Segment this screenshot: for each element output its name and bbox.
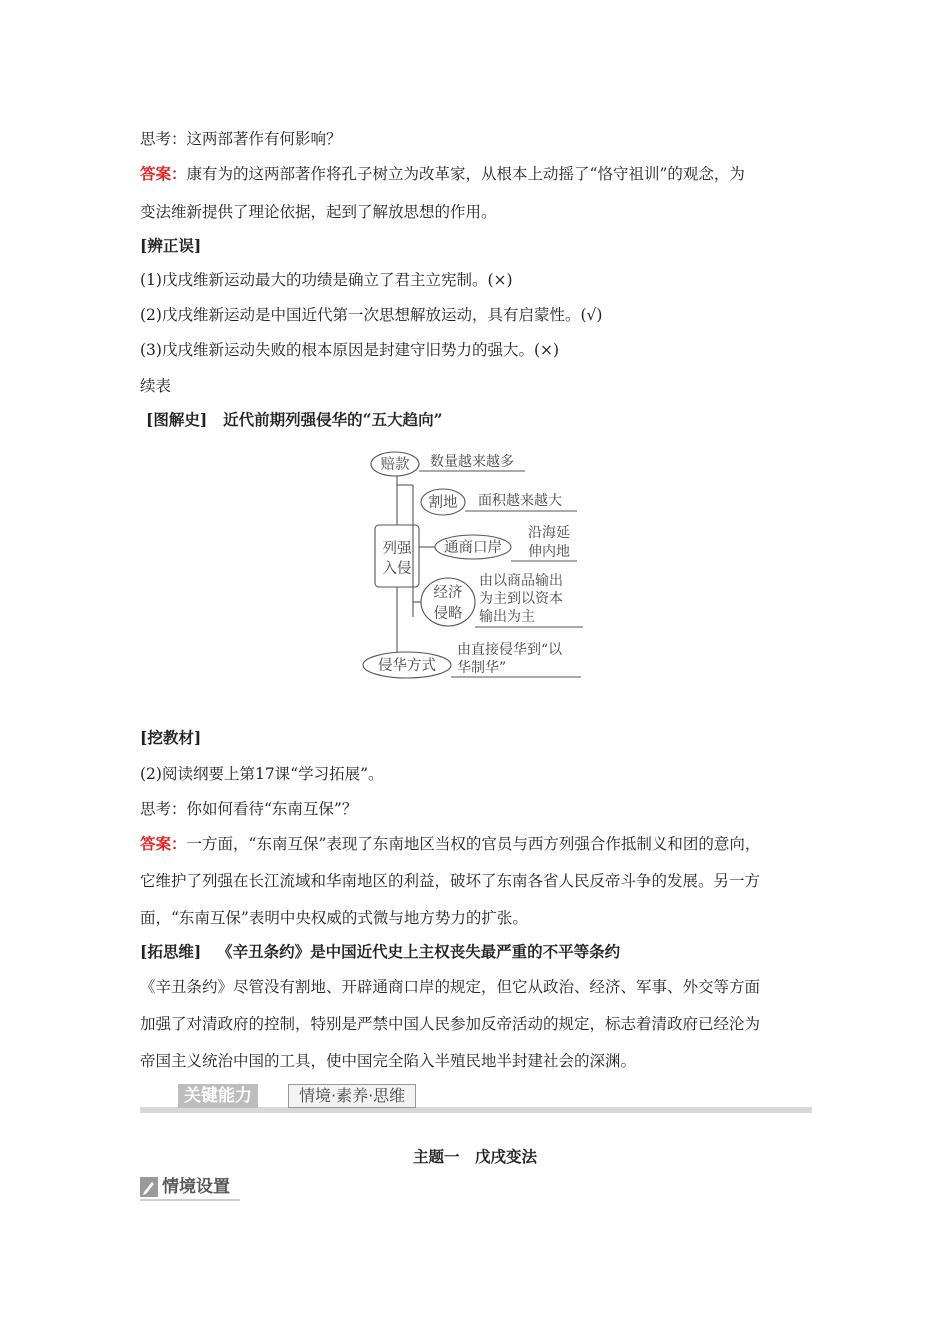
branch-3-label: 通商口岸 xyxy=(444,540,502,556)
topic-title: 主题一 戊戌变法 xyxy=(412,1148,537,1166)
branch-5-label: 侵华方式 xyxy=(378,658,436,674)
tuosiwei-line-2: 加强了对清政府的控制，特别是严禁中国人民参加反帝活动的规定，标志着清政府已经沦为 xyxy=(140,1015,761,1033)
wajiaocai-item: (2)阅读纲要上第17课“学习拓展”。 xyxy=(140,765,384,783)
tuosiwei-heading xyxy=(140,942,620,962)
branch-5-desc-1: 由直接侵华到“以 xyxy=(457,642,563,658)
pencil-icon xyxy=(140,1177,158,1197)
question-1: 思考：这两部著作有何影响？ xyxy=(140,130,342,148)
answer-1-line-2: 变法维新提供了理论依据，起到了解放思想的作用。 xyxy=(140,203,497,221)
key-ability-banner xyxy=(140,1082,812,1114)
branch-1-label: 赔款 xyxy=(380,457,410,473)
branch-4-label-1: 经济 xyxy=(433,585,463,601)
branch-2-desc: 面积越来越大 xyxy=(478,493,562,509)
tuosiwei-line-1: 《辛丑条约》尽管没有割地、开辟通商口岸的规定，但它从政治、经济、军事、外交等方面 xyxy=(140,978,761,996)
banner-sub-label: 情境·素养·思维 xyxy=(288,1084,416,1108)
bianzhengwu-item-1: (1)戊戌维新运动最大的功绩是确立了君主立宪制。(×) xyxy=(140,271,513,289)
answer-text: 一方面，“东南互保”表现了东南地区当权的官员与西方列强合作抵制义和团的意向， xyxy=(186,835,761,853)
branch-4-label-2: 侵略 xyxy=(433,606,463,622)
tujieshi-heading xyxy=(146,410,443,430)
section-underline xyxy=(140,1199,240,1201)
branch-5-desc-2: 华制华” xyxy=(457,660,507,676)
tujieshi-title: 近代前期列强侵华的“五大趋向” xyxy=(223,410,443,429)
answer-label: 答案： xyxy=(140,164,187,183)
question-2: 思考：你如何看待“东南互保”？ xyxy=(140,800,358,818)
tuosiwei-label: [拓思维] xyxy=(140,942,202,961)
branch-1-desc: 数量越来越多 xyxy=(430,454,514,470)
branch-4-desc-3: 输出为主 xyxy=(479,609,535,625)
tujieshi-label: [图解史] xyxy=(146,410,208,429)
wajiaocai-heading: [挖教材] xyxy=(140,728,202,747)
branch-3-desc-2: 伸内地 xyxy=(528,544,570,560)
branch-3-desc-1: 沿海延 xyxy=(528,525,570,541)
answer-2-line-1 xyxy=(140,834,760,854)
section-label: 情境设置 xyxy=(162,1177,230,1197)
answer-2-line-3: 面，“东南互保”表明中央权威的式微与地方势力的扩张。 xyxy=(140,909,528,927)
center-line-2: 入侵 xyxy=(382,561,412,577)
answer-label: 答案： xyxy=(140,834,187,853)
branch-4-desc-2: 为主到以资本 xyxy=(479,591,563,607)
tuosiwei-title: 《辛丑条约》是中国近代史上主权丧失最严重的不平等条约 xyxy=(217,942,621,961)
bianzhengwu-heading: [辨正误] xyxy=(140,236,202,255)
answer-2-line-2: 它维护了列强在长江流域和华南地区的利益，破坏了东南各省人民反帝斗争的发展。另一方 xyxy=(140,872,761,890)
tuosiwei-line-3: 帝国主义统治中国的工具，使中国完全陷入半殖民地半封建社会的深渊。 xyxy=(140,1052,637,1070)
branch-2-label: 割地 xyxy=(428,495,458,511)
branch-4-desc-1: 由以商品输出 xyxy=(479,573,563,589)
center-line-1: 列强 xyxy=(382,541,412,557)
xubiao-label: 续表 xyxy=(140,377,172,395)
banner-main-label: 关键能力 xyxy=(178,1084,258,1108)
bianzhengwu-item-3: (3)戊戌维新运动失败的根本原因是封建守旧势力的强大。(×) xyxy=(140,341,560,359)
answer-text: 康有为的这两部著作将孔子树立为改革家，从根本上动摇了“恪守祖训”的观念，为 xyxy=(186,165,745,183)
invasion-trend-diagram xyxy=(355,447,595,687)
answer-1-line-1 xyxy=(140,164,745,184)
bianzhengwu-item-2: (2)戊戌维新运动是中国近代第一次思想解放运动，具有启蒙性。(√) xyxy=(140,306,603,324)
